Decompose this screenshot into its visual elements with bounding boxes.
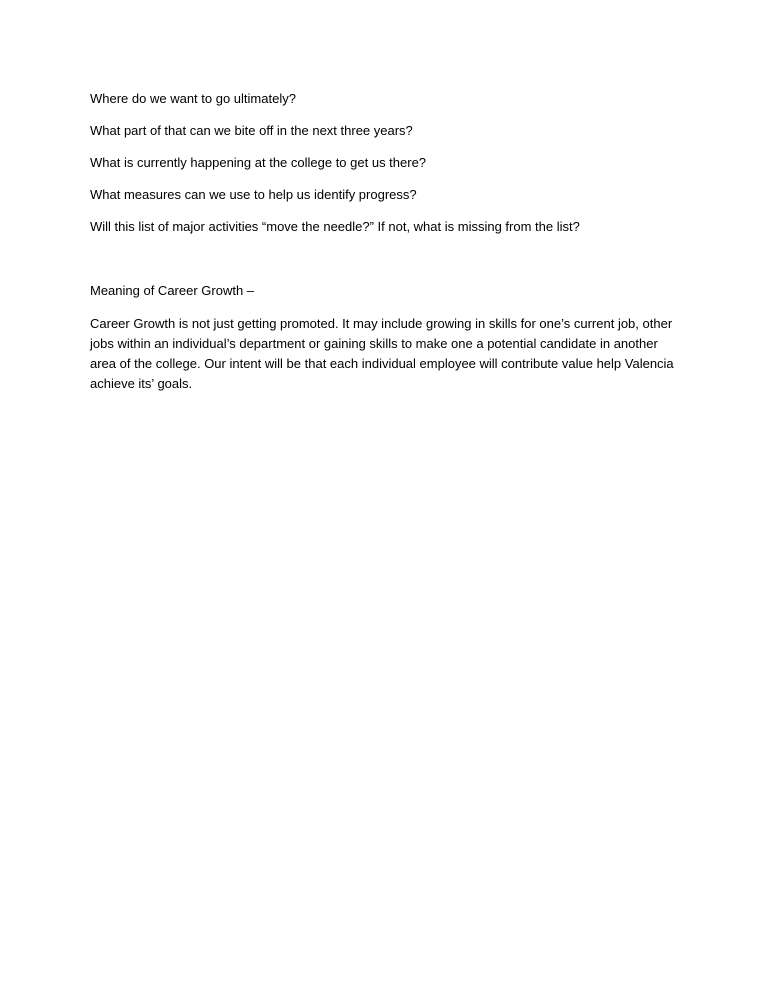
question-line: Where do we want to go ultimately? — [90, 91, 296, 106]
section-paragraph: Career Growth is not just getting promoted. It may include growing in skills for one’s current job, other jobs within an individual’s department or gaining skills to make one a potential candidate in another area of the college. Our intent will be that each individual employee will contribute value help Valencia achieve its’ goals. — [90, 316, 674, 391]
question-line: What is currently happening at the college to get us there? — [90, 155, 427, 170]
section-heading: Meaning of Career Growth – — [90, 283, 255, 298]
question-line: What measures can we use to help us identify progress? — [90, 187, 417, 202]
question-line: What part of that can we bite off in the next three years? — [90, 123, 413, 138]
question-line: Will this list of major activities “move the needle?” If not, what is missing from the list? — [90, 219, 580, 234]
